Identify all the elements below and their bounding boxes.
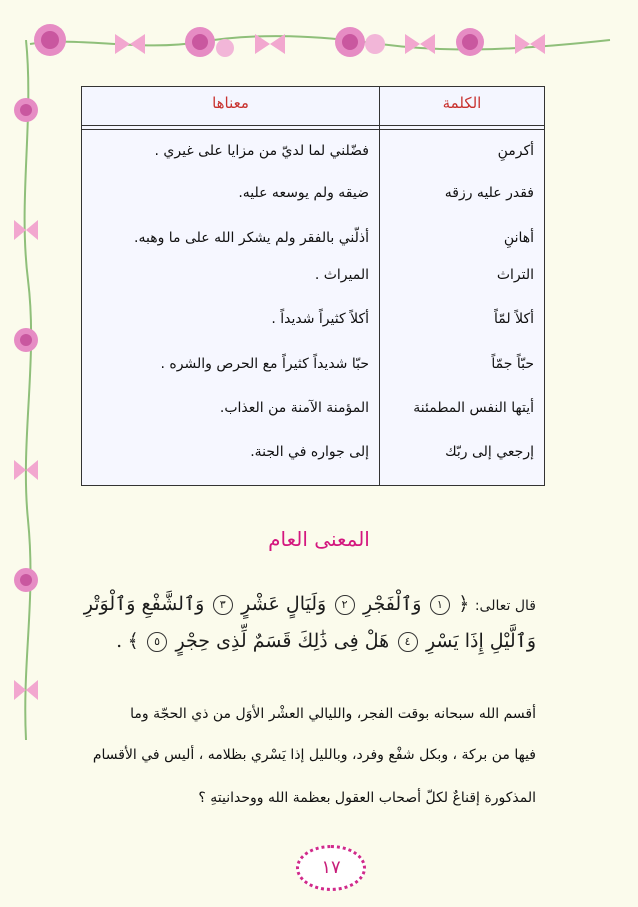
verse-number: ١ xyxy=(430,595,450,615)
floral-border-left xyxy=(6,40,46,740)
meaning-cell: المؤمنة الآمنة من العذاب. xyxy=(219,400,369,416)
rose-icon xyxy=(14,328,38,352)
quran-line-1 xyxy=(84,593,536,615)
word-cell: أكلاً لمّاً xyxy=(494,311,534,327)
table-row xyxy=(82,185,544,215)
vocabulary-table xyxy=(81,86,545,486)
end-dot: . xyxy=(116,630,123,652)
meaning-cell: أكلاً كثيراً شديداً . xyxy=(271,311,369,327)
section-title: المعنى العام xyxy=(268,527,370,551)
floral-border-top xyxy=(20,14,620,70)
open-bracket: ﴿ xyxy=(458,593,470,615)
word-cell: أهاننِ xyxy=(503,230,534,246)
close-bracket: ﴾ xyxy=(127,630,139,652)
meaning-cell: أذلّني بالفقر ولم يشكر الله على ما وهبه. xyxy=(134,230,369,246)
table-row xyxy=(82,230,544,260)
header-word: الكلمة xyxy=(442,94,482,112)
word-cell: أكرمنِ xyxy=(497,143,534,159)
verse-text: وَلَيَالٍ عَشْرٍ xyxy=(241,593,327,615)
table-row xyxy=(82,311,544,341)
verse-text: وَٱلَّيْلِ إِذَا يَسْرِ xyxy=(425,630,536,652)
bow-icon xyxy=(115,34,145,54)
table-row xyxy=(82,400,544,430)
rose-icon xyxy=(14,98,38,122)
paragraph-line: فيها من بركة ، وبكل شفْع وفرد، وبالليل إذا يَسْري بظلامه ، أليس في الأقسام xyxy=(92,747,536,763)
rose-icon xyxy=(185,27,234,57)
meaning-cell: الميراث . xyxy=(314,267,369,283)
meaning-cell: حبّا شديداً كثيراً مع الحرص والشره . xyxy=(160,356,369,372)
rose-icon xyxy=(456,28,484,56)
verse-number: ٣ xyxy=(213,595,233,615)
meaning-cell: إلى جواره في الجنة. xyxy=(250,444,369,460)
table-row xyxy=(82,356,544,386)
table-row xyxy=(82,143,544,173)
verse-text: وَٱلْفَجْرِ xyxy=(363,593,422,615)
word-cell: التراث xyxy=(496,267,534,283)
meaning-cell: فضّلني لما لديّ من مزايا على غيري . xyxy=(154,143,369,159)
rose-icon xyxy=(335,27,385,57)
table-row xyxy=(82,267,544,297)
table-header xyxy=(82,87,544,126)
table-row xyxy=(82,444,544,474)
verse-number: ٢ xyxy=(335,595,355,615)
word-cell: إرجعي إلى ربّك xyxy=(445,444,534,460)
paragraph-line: المذكورة إقناعٌ لكلّ أصحاب العقول بعظمة الله ووحدانيتهِ ؟ xyxy=(198,790,536,806)
quran-line-2 xyxy=(116,630,536,652)
meaning-cell: ضيقه ولم يوسعه عليه. xyxy=(238,185,369,201)
verse-text: هَلْ فِى ذَٰلِكَ قَسَمٌ لِّذِى حِجْرٍ xyxy=(175,630,390,652)
word-cell: فقدر عليه رزقه xyxy=(444,185,534,201)
verse-text: وَٱلشَّفْعِ وَٱلْوَتْرِ xyxy=(83,593,205,615)
paragraph-line: أقسم الله سبحانه بوقت الفجر، والليالي العشْر الأوَل من ذي الحجّة وما xyxy=(130,706,536,722)
header-double-rule xyxy=(82,129,544,130)
page-number: ١٧ xyxy=(296,845,366,891)
header-meaning: معناها xyxy=(212,94,249,112)
bow-icon xyxy=(515,34,545,54)
verse-number: ٤ xyxy=(398,632,418,652)
word-cell: حبّاً جمّاً xyxy=(491,356,534,372)
quran-intro: قال تعالى: xyxy=(474,598,536,614)
bow-icon xyxy=(14,220,38,240)
rose-icon xyxy=(14,568,38,592)
bow-icon xyxy=(405,34,435,54)
verse-number: ٥ xyxy=(147,632,167,652)
word-cell: أيتها النفس المطمئنة xyxy=(413,400,534,416)
